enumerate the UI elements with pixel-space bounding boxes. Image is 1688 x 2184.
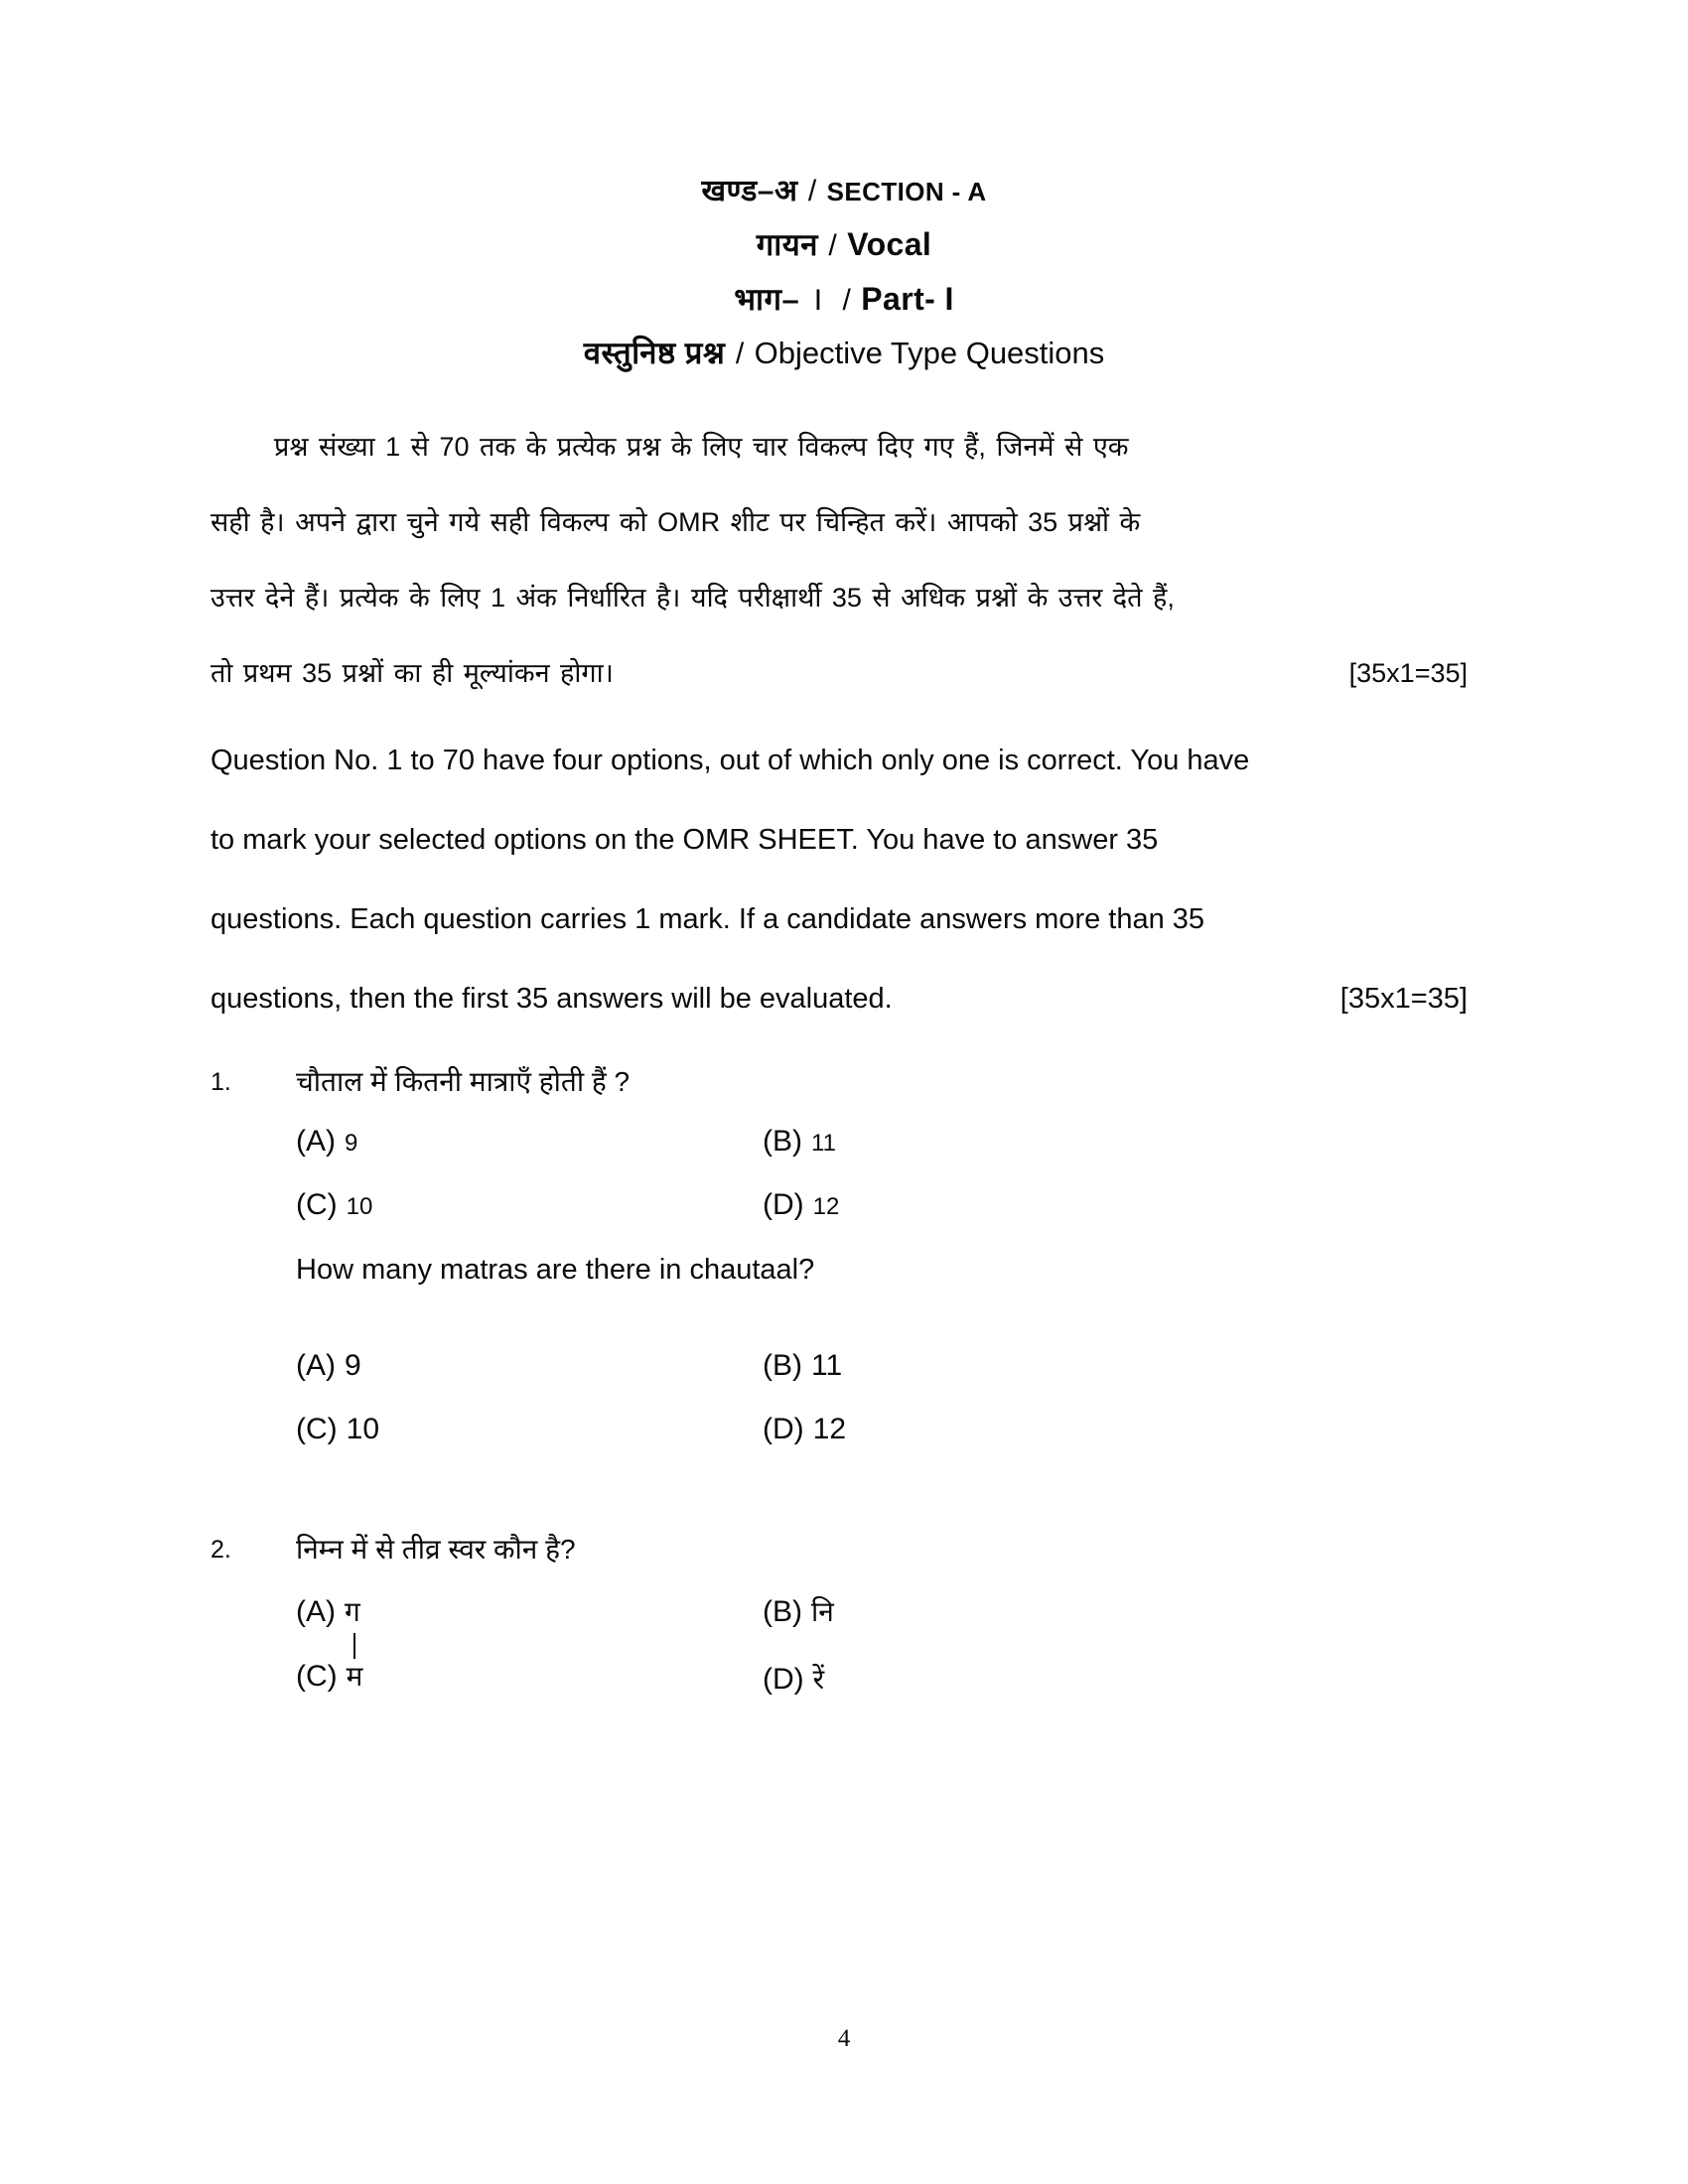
- questions-list: [0, 1064, 1688, 1698]
- question-1-hindi-options-row-2: [296, 1188, 1477, 1222]
- question-2-hindi-options-row-2: [296, 1660, 1477, 1698]
- option-value-c-tivra-note: म: [346, 1661, 363, 1693]
- question-1-option-d-hindi[interactable]: [763, 1188, 1229, 1222]
- instruction-hindi-text-1: प्रश्न संख्या 1 से 70 तक के प्रत्येक प्रश्न के लिए चार विकल्प दिए गए हैं, जिनमें से एक: [274, 432, 1129, 462]
- question-type-english: Objective Type Questions: [754, 336, 1105, 370]
- question-1-hindi-options-row-1: [296, 1125, 1477, 1159]
- instruction-english-line-1: Question No. 1 to 70 have four options, out of which only one is correct. You have: [211, 745, 1250, 776]
- header-section-line: [0, 177, 1688, 206]
- question-2-option-d-hindi[interactable]: [763, 1660, 1229, 1698]
- page-header: [0, 0, 1688, 369]
- option-value-c: 10: [346, 1413, 380, 1446]
- option-label-a: (A): [296, 1349, 336, 1383]
- option-value-b: नि: [811, 1596, 834, 1628]
- instructions-block: [0, 409, 1688, 1038]
- option-value-b: 11: [811, 1349, 843, 1383]
- option-value-a: 9: [345, 1130, 358, 1157]
- option-label-d: (D): [763, 1413, 804, 1446]
- instruction-hindi-text-4: तो प्रथम 35 प्रश्नों का ही मूल्यांकन होगा।: [211, 658, 614, 688]
- option-value-b: 11: [811, 1130, 836, 1157]
- subject-label-english: Vocal: [847, 226, 932, 262]
- option-value-a: ग: [345, 1596, 360, 1628]
- option-label-c: (C): [296, 1188, 338, 1221]
- question-1-option-a-english[interactable]: [296, 1349, 763, 1383]
- option-label-a: (A): [296, 1595, 336, 1629]
- question-1-option-a-hindi[interactable]: [296, 1125, 763, 1159]
- instruction-english-line-4: [211, 959, 1468, 1038]
- question-1-option-c-english[interactable]: [296, 1413, 763, 1446]
- question-1-option-c-hindi[interactable]: [296, 1188, 763, 1222]
- question-1-option-b-english[interactable]: [763, 1349, 1229, 1383]
- marks-notation-hindi: [35x1=35]: [1348, 658, 1468, 688]
- option-label-c: (C): [296, 1660, 338, 1694]
- instruction-hindi-line-4: [211, 635, 1468, 711]
- instruction-hindi-line-2: सही है। अपने द्वारा चुने गये सही विकल्प को OMR शीट पर चिन्हित करें। आपको 35 प्रश्नों के: [211, 507, 1141, 537]
- question-1-hindi-row: [211, 1064, 1477, 1099]
- instructions-hindi: [211, 409, 1468, 711]
- header-question-type-line: [0, 338, 1688, 369]
- question-1-english-row: [211, 1252, 1477, 1288]
- instructions-english: [211, 721, 1468, 1038]
- marks-notation-english: [35x1=35]: [1339, 983, 1468, 1015]
- option-label-a: (A): [296, 1125, 336, 1158]
- option-label-b: (B): [763, 1125, 802, 1158]
- option-label-c: (C): [296, 1413, 338, 1446]
- question-item: [211, 1064, 1477, 1446]
- question-2-option-c-hindi[interactable]: [296, 1660, 763, 1698]
- instruction-english-line-2: to mark your selected options on the OMR SHEET. You have to answer 35: [211, 824, 1159, 856]
- header-subject-line: [0, 228, 1688, 261]
- question-1-number: 1.: [211, 1068, 231, 1096]
- question-1-english-options-row-2: [296, 1413, 1477, 1446]
- question-2-option-b-hindi[interactable]: [763, 1592, 1229, 1630]
- question-2-option-a-hindi[interactable]: [296, 1592, 763, 1630]
- separator-slash: /: [735, 338, 745, 370]
- question-type-hindi: वस्तुनिष्ठ प्रश्न: [583, 336, 726, 370]
- question-2-hindi-row: [211, 1532, 1477, 1567]
- part-label-english: Part- I: [861, 281, 954, 317]
- section-label-english: SECTION - A: [826, 177, 987, 206]
- instruction-english-text-4: questions, then the first 35 answers will be evaluated.: [211, 983, 893, 1015]
- option-label-d: (D): [763, 1188, 804, 1221]
- separator-slash: /: [842, 284, 851, 317]
- option-value-d: 12: [812, 1413, 847, 1446]
- instruction-english-line-3: questions. Each question carries 1 mark. If a candidate answers more than 35: [211, 903, 1205, 935]
- spacer: [211, 1476, 1477, 1532]
- question-1-text-hindi: चौताल में कितनी मात्राएँ होती हैं ?: [296, 1066, 631, 1097]
- question-1-option-d-english[interactable]: [763, 1413, 1229, 1446]
- option-value-a: 9: [345, 1349, 361, 1383]
- option-value-d: रें: [812, 1664, 825, 1696]
- separator-slash: /: [807, 175, 817, 207]
- question-1-text-english: How many matras are there in chautaal?: [296, 1254, 815, 1286]
- option-value-d: 12: [812, 1193, 840, 1220]
- option-label-b: (B): [763, 1595, 802, 1629]
- instruction-hindi-line-3: उत्तर देने हैं। प्रत्येक के लिए 1 अंक निर्धारित है। यदि परीक्षार्थी 35 से अधिक प्रश्नों के उत्तर देते हैं,: [211, 583, 1175, 613]
- spacer: [211, 1313, 1477, 1349]
- part-roman-numeral: I: [813, 284, 823, 317]
- option-label-b: (B): [763, 1349, 802, 1383]
- section-label-hindi: खण्ड–अ: [701, 175, 798, 207]
- question-2-text-hindi: निम्न में से तीव्र स्वर कौन है?: [296, 1534, 576, 1566]
- subject-label-hindi: गायन: [756, 227, 818, 262]
- option-label-d: (D): [763, 1663, 804, 1697]
- question-1-english-options-row-1: [296, 1349, 1477, 1383]
- question-2-number: 2.: [211, 1536, 231, 1565]
- question-1-number-spacer: [211, 1252, 296, 1256]
- question-item: [211, 1532, 1477, 1698]
- option-value-c: 10: [346, 1193, 373, 1220]
- page-number: 4: [837, 2025, 851, 2052]
- separator-slash: /: [828, 229, 837, 262]
- instruction-hindi-line-1: [211, 409, 1468, 484]
- page-footer: [0, 2025, 1688, 2053]
- question-1-option-b-hindi[interactable]: [763, 1125, 1229, 1159]
- question-2-hindi-options-row-1: [296, 1592, 1477, 1630]
- header-part-line: [0, 283, 1688, 316]
- part-label-hindi: भाग–: [734, 282, 800, 317]
